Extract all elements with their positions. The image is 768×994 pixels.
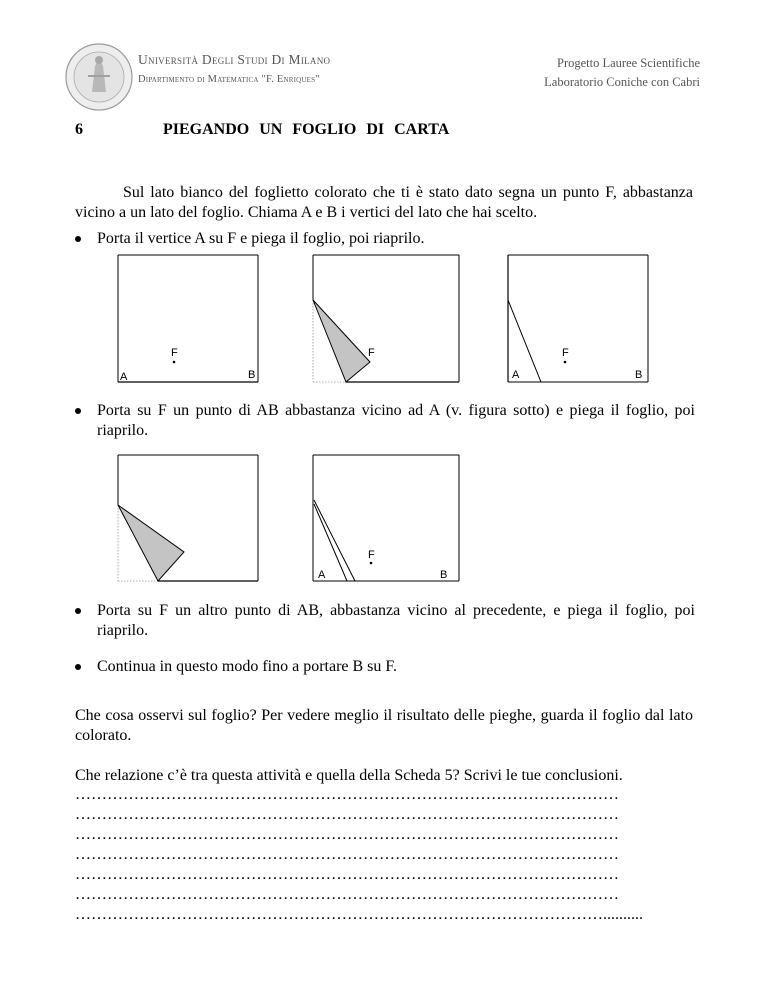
step-4-text: Continua in questo modo fino a portare B su F. bbox=[97, 658, 398, 675]
question-1: Che cosa osservi sul foglio? Per vedere meglio il risultato delle pieghe, guarda il foglio dal lato colorato. bbox=[75, 707, 693, 744]
step-1 bbox=[97, 229, 695, 249]
figure-1-label-a: A bbox=[120, 371, 128, 383]
figure-3-label-a: A bbox=[512, 369, 520, 381]
figure-5-label-f: F bbox=[368, 549, 375, 561]
figure-4-square bbox=[118, 455, 258, 581]
university-seal-logo bbox=[64, 42, 134, 112]
answer-line[interactable]: ……………………………………………………………………………………….......... bbox=[75, 906, 643, 923]
answer-line[interactable]: ………………………………………………………………………………………… bbox=[75, 806, 619, 823]
figure-5-square bbox=[313, 455, 459, 581]
intro-paragraph: Sul lato bianco del foglietto colorato che ti è stato dato segna un punto F, abbastanza vicino a un lato del foglio. Chiama A e B i vertici del lato che hai scelto. bbox=[75, 184, 693, 221]
figure-2-square bbox=[313, 255, 459, 382]
answer-line[interactable]: ………………………………………………………………………………………… bbox=[75, 886, 619, 903]
figure-5-label-a: A bbox=[318, 569, 326, 581]
step-3-text: Porta su F un altro punto di AB, abbastanza vicino al precedente, e piega il foglio, poi riaprilo. bbox=[97, 602, 695, 639]
project-name: Progetto Lauree Scientifiche bbox=[557, 56, 700, 70]
step-1-text: Porta il vertice A su F e piega il foglio, poi riaprilo. bbox=[97, 230, 425, 247]
figure-1-label-b: B bbox=[248, 369, 256, 381]
bullet-icon bbox=[75, 664, 81, 670]
figure-3-label-b: B bbox=[635, 369, 643, 381]
figure-1-square bbox=[118, 255, 258, 383]
bullet-icon bbox=[75, 236, 81, 242]
answer-line[interactable]: ………………………………………………………………………………………… bbox=[75, 826, 619, 843]
answer-line[interactable]: ………………………………………………………………………………………… bbox=[75, 866, 619, 883]
figure-5-label-b: B bbox=[440, 569, 448, 581]
department-name: Dipartimento di Matematica "F. Enriques" bbox=[138, 74, 320, 85]
figures-row-2 bbox=[110, 448, 470, 588]
bullet-icon bbox=[75, 608, 81, 614]
laboratory-name: Laboratorio Coniche con Cabri bbox=[544, 75, 700, 89]
answer-line[interactable]: ………………………………………………………………………………………… bbox=[75, 786, 619, 803]
figure-2-label-f: F bbox=[368, 347, 375, 359]
sheet-number: 6 bbox=[75, 121, 83, 138]
university-name: Università Degli Studi Di Milano bbox=[138, 52, 331, 67]
page-title: PIEGANDO UN FOGLIO DI CARTA bbox=[163, 121, 450, 138]
question-2: Che relazione c’è tra questa attività e quella della Scheda 5? Scrivi le tue conclusioni. bbox=[75, 767, 623, 784]
step-3 bbox=[97, 601, 695, 641]
figures-row-1 bbox=[110, 248, 670, 388]
step-2-text: Porta su F un punto di AB abbastanza vicino ad A (v. figura sotto) e piega il foglio, poi riaprilo. bbox=[97, 402, 695, 439]
step-2 bbox=[97, 401, 695, 441]
folded-flap bbox=[118, 505, 184, 581]
step-4 bbox=[97, 657, 695, 677]
figure-1-label-f: F bbox=[171, 347, 178, 359]
figure-3-square bbox=[508, 255, 648, 382]
figure-3-label-f: F bbox=[562, 347, 569, 359]
folded-flap bbox=[313, 300, 370, 382]
answer-line[interactable]: ………………………………………………………………………………………… bbox=[75, 846, 619, 863]
bullet-icon bbox=[75, 408, 81, 414]
